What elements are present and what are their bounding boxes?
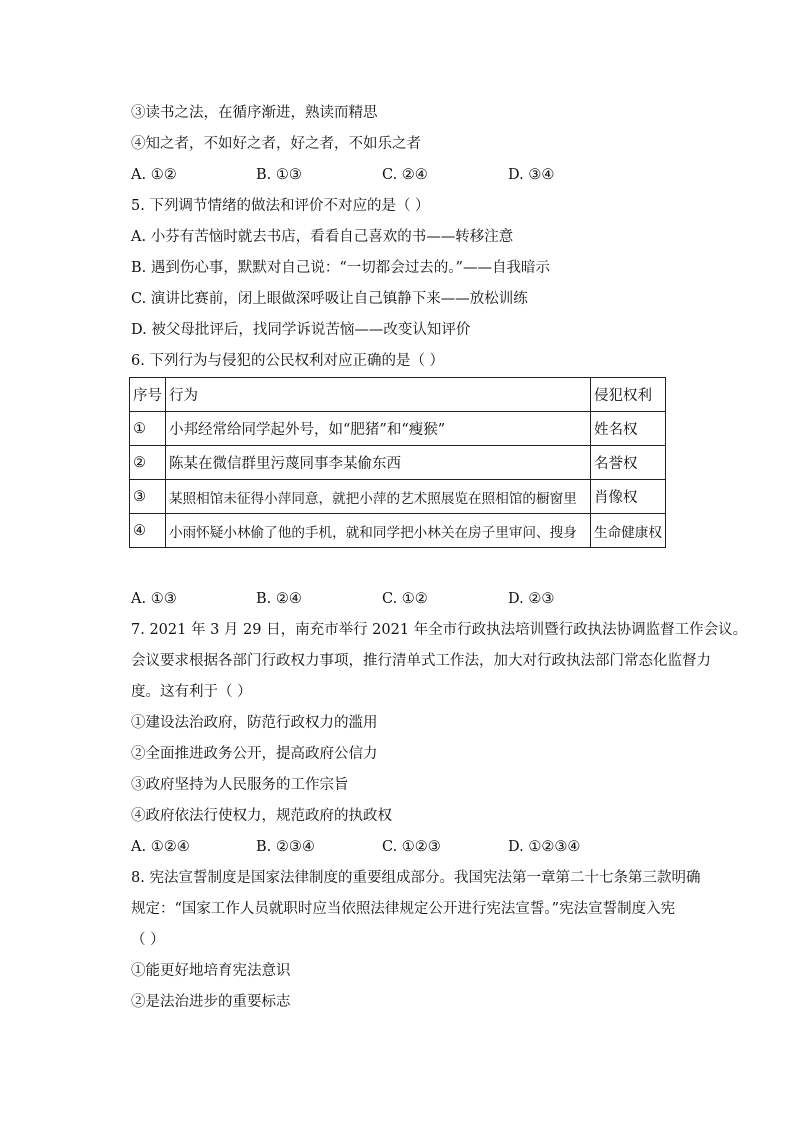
q7-stem-line-1: 7. 2021 年 3 月 29 日，南充市举行 2021 年全市行政执法培训暨行政执法协调监督工作会议。 [131,622,748,638]
table-row [130,480,666,514]
table-header-row [130,378,666,412]
header-behavior: 行为 [166,378,591,412]
q8-stem-line-2: 规定：“国家工作人员就职时应当依照法律规定公开进行宪法宣誓。”宪法宣誓制度入宪 [131,901,676,917]
q7-item-1: ①建设法治政府，防范行政权力的滥用 [131,715,378,731]
q4-option-c: C. ②④ [382,167,428,183]
q4-option-a: A. ①② [131,167,177,183]
q4-option-b: B. ①③ [256,167,302,183]
row-right: 名誉权 [591,446,666,480]
q6-option-d: D. ②③ [508,591,555,607]
q6-stem: 6. 下列行为与侵犯的公民权利对应正确的是（ ） [131,353,445,369]
q7-item-2: ②全面推进政务公开，提高政府公信力 [131,746,378,762]
table-row [130,412,666,446]
row-index: ④ [130,514,166,548]
row-behavior: 某照相馆未征得小萍同意，就把小萍的艺术照展览在照相馆的橱窗里 [166,480,591,514]
q5-choice-b: B. 遇到伤心事，默默对自己说：“一切都会过去的。”——自我暗示 [131,260,550,276]
q7-stem-line-3: 度。这有利于（ ） [131,684,252,700]
q7-option-c: C. ①②③ [382,839,441,855]
q7-item-4: ④政府依法行使权力，规范政府的执政权 [131,808,392,824]
row-right: 肖像权 [591,480,666,514]
header-index: 序号 [130,378,166,412]
row-index: ② [130,446,166,480]
row-behavior: 小邦经常给同学起外号，如“肥猪”和“瘦猴” [166,412,591,446]
q7-stem-line-2: 会议要求根据各部门行政权力事项，推行清单式工作法，加大对行政执法部门常态化监督力 [131,653,711,669]
q8-stem-line-1: 8. 宪法宣誓制度是国家法律制度的重要组成部分。我国宪法第一章第二十七条第三款明确 [131,870,701,886]
q6-option-c: C. ①② [382,591,428,607]
q4-option-d: D. ③④ [508,167,555,183]
q4-item-4: ④知之者，不如好之者，好之者，不如乐之者 [131,136,421,152]
table-row [130,446,666,480]
q7-option-d: D. ①②③④ [508,839,581,855]
row-right: 生命健康权 [591,514,666,548]
q4-item-3: ③读书之法，在循序渐进，熟读而精思 [131,105,378,121]
q6-option-b: B. ②④ [256,591,302,607]
header-right: 侵犯权利 [591,378,666,412]
q7-option-a: A. ①②④ [131,839,190,855]
table-row [130,514,666,548]
q5-choice-d: D. 被父母批评后，找同学诉说苦恼——改变认知评价 [131,322,471,338]
q7-item-3: ③政府坚持为人民服务的工作宗旨 [131,777,349,793]
row-behavior: 小雨怀疑小林偷了他的手机，就和同学把小林关在房子里审问、搜身 [166,514,591,548]
row-behavior: 陈某在微信群里污蔑同事李某偷东西 [166,446,591,480]
row-index: ③ [130,480,166,514]
q8-item-1: ①能更好地培育宪法意识 [131,963,291,979]
q6-option-a: A. ①③ [131,591,177,607]
row-index: ① [130,412,166,446]
q8-item-2: ②是法治进步的重要标志 [131,994,291,1010]
row-right: 姓名权 [591,412,666,446]
q5-stem: 5. 下列调节情绪的做法和评价不对应的是（ ） [131,198,430,214]
q7-option-b: B. ②③④ [256,839,315,855]
q8-stem-line-3: （ ） [131,932,165,948]
q6-table [129,377,666,548]
q5-choice-a: A. 小芬有苦恼时就去书店，看看自己喜欢的书——转移注意 [131,229,514,245]
q5-choice-c: C. 演讲比赛前，闭上眼做深呼吸让自己镇静下来——放松训练 [131,291,528,307]
